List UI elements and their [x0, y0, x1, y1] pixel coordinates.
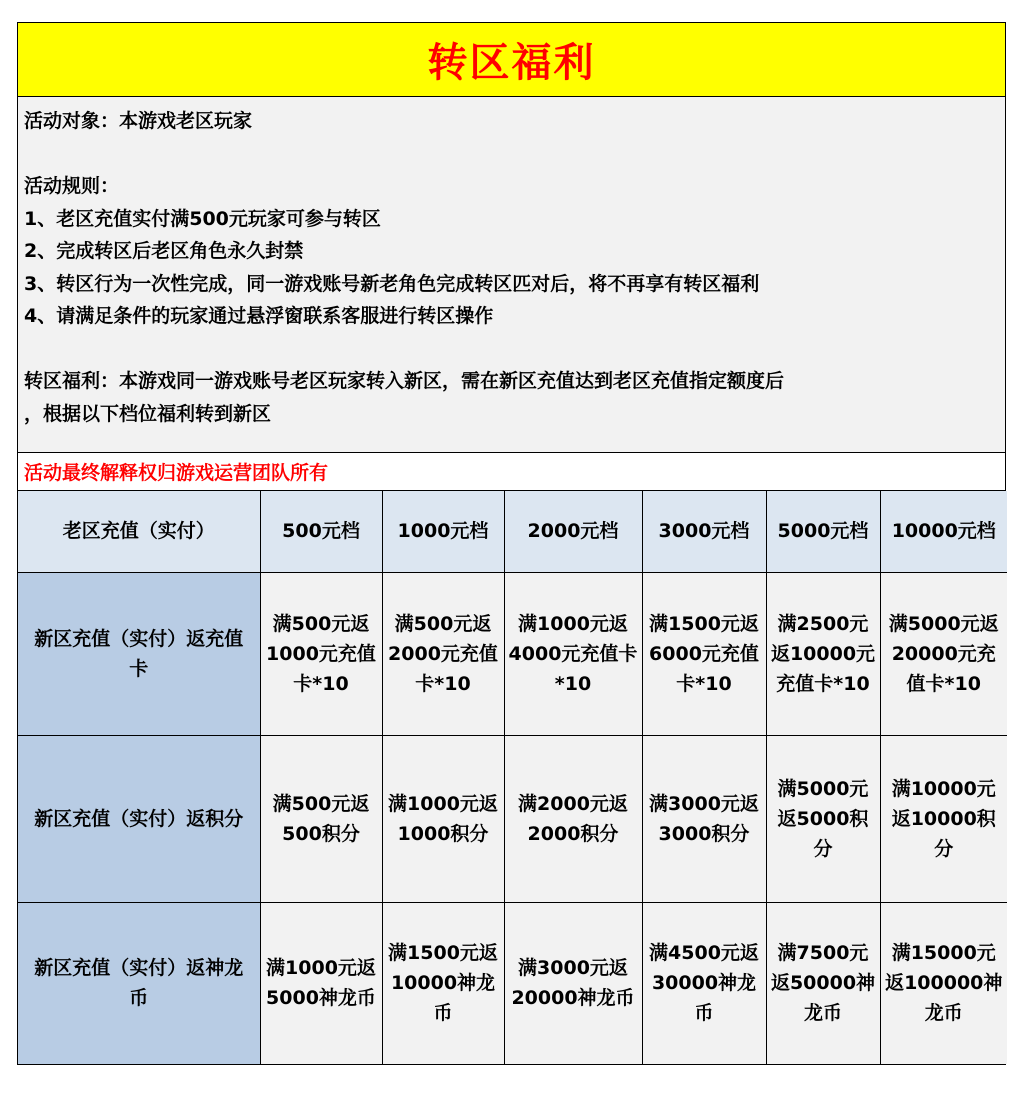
spacer — [24, 138, 1005, 171]
rule-item: 3、转区行为一次性完成，同一游戏账号新老角色完成转区匹对后，将不再享有转区福利 — [24, 272, 760, 295]
table-row — [18, 902, 1007, 1064]
table-row — [18, 572, 1007, 735]
table-cell: 满1000元返1000积分 — [382, 735, 504, 902]
activity-target: 活动对象：本游戏老区玩家 — [24, 110, 253, 132]
benefit-description-cont: ，根据以下档位福利转到新区 — [24, 402, 272, 425]
header-tier: 500元档 — [260, 491, 382, 572]
header-tier: 10000元档 — [880, 491, 1007, 572]
header-tier: 1000元档 — [382, 491, 504, 572]
table-cell: 满7500元返50000神龙币 — [766, 902, 880, 1064]
header-tier: 3000元档 — [642, 491, 766, 572]
table-cell: 满2000元返2000积分 — [504, 735, 642, 902]
row-label: 新区充值（实付）返神龙币 — [18, 902, 260, 1064]
header-tier: 2000元档 — [504, 491, 642, 572]
table-cell: 满10000元返10000积分 — [880, 735, 1007, 902]
header-old-recharge: 老区充值（实付） — [18, 491, 260, 572]
rule-item: 4、请满足条件的玩家通过悬浮窗联系客服进行转区操作 — [24, 305, 494, 327]
transfer-benefit-sheet — [17, 22, 1006, 1065]
table-cell: 满2500元返10000元充值卡*10 — [766, 572, 880, 735]
table-cell: 满5000元返5000积分 — [766, 735, 880, 902]
page-title: 转区福利 — [18, 23, 1005, 97]
row-label: 新区充值（实付）返充值卡 — [18, 572, 260, 735]
table-cell: 满500元返1000元充值卡*10 — [260, 572, 382, 735]
row-label: 新区充值（实付）返积分 — [18, 735, 260, 902]
benefit-description: 转区福利：本游戏同一游戏账号老区玩家转入新区，需在新区充值达到老区充值指定额度后 — [24, 370, 785, 392]
table-row — [18, 735, 1007, 902]
table-cell: 满500元返500积分 — [260, 735, 382, 902]
benefit-table — [18, 491, 1007, 1064]
spacer — [24, 333, 1005, 366]
table-cell: 满1500元返6000元充值卡*10 — [642, 572, 766, 735]
header-tier: 5000元档 — [766, 491, 880, 572]
rules-heading: 活动规则： — [24, 175, 120, 197]
disclaimer-notice: 活动最终解释权归游戏运营团队所有 — [18, 453, 1005, 491]
table-cell: 满4500元返30000神龙币 — [642, 902, 766, 1064]
table-cell: 满5000元返20000元充值卡*10 — [880, 572, 1007, 735]
table-cell: 满1000元返5000神龙币 — [260, 902, 382, 1064]
table-cell: 满1000元返4000元充值卡*10 — [504, 572, 642, 735]
rule-item: 2、完成转区后老区角色永久封禁 — [24, 240, 304, 262]
table-cell: 满500元返2000元充值卡*10 — [382, 572, 504, 735]
activity-info — [18, 97, 1005, 453]
table-header-row — [18, 491, 1007, 572]
rule-item: 1、老区充值实付满500元玩家可参与转区 — [24, 207, 381, 230]
table-cell: 满3000元返3000积分 — [642, 735, 766, 902]
table-cell: 满15000元返100000神龙币 — [880, 902, 1007, 1064]
table-cell: 满3000元返20000神龙币 — [504, 902, 642, 1064]
table-cell: 满1500元返10000神龙币 — [382, 902, 504, 1064]
